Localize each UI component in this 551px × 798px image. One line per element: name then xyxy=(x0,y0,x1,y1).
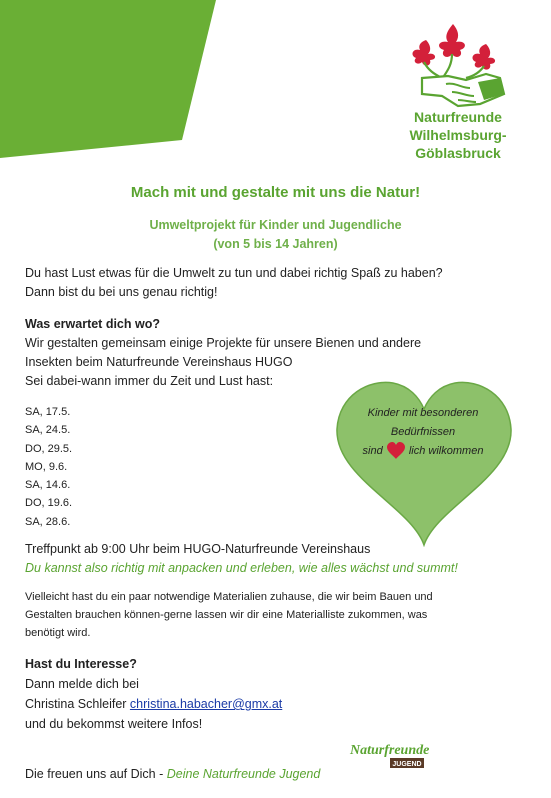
closing-line xyxy=(25,765,320,784)
materials-line-1: Vielleicht hast du ein paar notwendige Materialien zuhause, die wir beim Bauen und xyxy=(25,591,433,603)
naturfreunde-logo-icon xyxy=(408,22,518,108)
where-line-2: Insekten beim Naturfreunde Vereinshaus HUGO xyxy=(25,355,293,369)
meeting-section xyxy=(25,540,458,578)
red-heart-icon xyxy=(386,442,406,460)
intro-line-1: Du hast Lust etwas für die Umwelt zu tun und dabei richtig Spaß zu haben? xyxy=(25,266,443,280)
heart-shape xyxy=(333,377,515,547)
contact-section xyxy=(25,654,282,734)
heart-message xyxy=(340,404,506,461)
closing-signature: Deine Naturfreunde Jugend xyxy=(166,767,321,781)
materials-paragraph xyxy=(25,588,433,642)
green-corner-shape xyxy=(0,0,216,158)
subtitle-line-1: Umweltprojekt für Kinder und Jugendliche xyxy=(149,218,402,232)
email-link[interactable]: christina.habacher@gmx.at xyxy=(129,697,283,711)
brand-name xyxy=(398,108,518,162)
brand-line-1: Naturfreunde xyxy=(414,109,502,125)
where-line-3: Sei dabei-wann immer du Zeit und Lust hast: xyxy=(25,374,274,388)
intro-paragraph xyxy=(25,264,443,302)
contact-line-2 xyxy=(25,694,282,714)
heart-line-3 xyxy=(340,442,506,461)
date-item: SA, 14.6. xyxy=(25,479,71,492)
date-list xyxy=(25,403,72,531)
meeting-line: Treffpunkt ab 9:00 Uhr beim HUGO-Naturfreunde Vereinshaus xyxy=(25,542,371,556)
date-item: SA, 24.5. xyxy=(25,424,71,437)
subtitle-line-2: (von 5 bis 14 Jahren) xyxy=(213,237,338,251)
date-item: DO, 19.6. xyxy=(25,497,73,510)
page-title: Mach mit und gestalte mit uns die Natur! xyxy=(130,184,421,201)
materials-line-2: Gestalten brauchen können-gerne lassen wir dir eine Materialliste zukommen, was xyxy=(25,609,428,621)
nfj-logo-badge: JUGEND xyxy=(392,761,422,768)
heart-line-1: Kinder mit besonderen xyxy=(367,407,479,419)
contact-line-3: und du bekommst weitere Infos! xyxy=(25,717,203,731)
heart-line-2: Bedürfnissen xyxy=(390,426,456,438)
page-subtitle xyxy=(0,216,551,254)
contact-heading: Hast du Interesse? xyxy=(25,657,137,671)
brand-line-3: Göblasbruck xyxy=(415,145,501,161)
where-line-1: Wir gestalten gemeinsam einige Projekte für unsere Bienen und andere xyxy=(25,336,422,350)
date-item: SA, 17.5. xyxy=(25,406,71,418)
meeting-tagline: Du kannst also richtig mit anpacken und erleben, wie alles wächst und summt! xyxy=(25,561,458,575)
date-item: DO, 29.5. xyxy=(25,442,73,455)
contact-name: Christina Schleifer xyxy=(25,697,127,711)
heart-line-3-pre: sind xyxy=(362,445,383,457)
intro-line-2: Dann bist du bei uns genau richtig! xyxy=(25,285,218,299)
date-item: MO, 9.6. xyxy=(25,460,68,473)
where-heading: Was erwartet dich wo? xyxy=(25,317,160,331)
materials-line-3: benötigt wird. xyxy=(25,627,91,639)
date-item: SA, 28.6. xyxy=(25,515,71,528)
nfj-logo-word: Naturfreunde xyxy=(350,743,430,758)
contact-line-1: Dann melde dich bei xyxy=(25,677,139,691)
closing-text: Die freuen uns auf Dich - xyxy=(25,767,167,781)
naturfreunde-jugend-logo-icon xyxy=(348,740,440,772)
heart-line-3-post: lich wilkommen xyxy=(408,445,484,457)
brand-line-2: Wilhelmsburg- xyxy=(409,127,507,143)
